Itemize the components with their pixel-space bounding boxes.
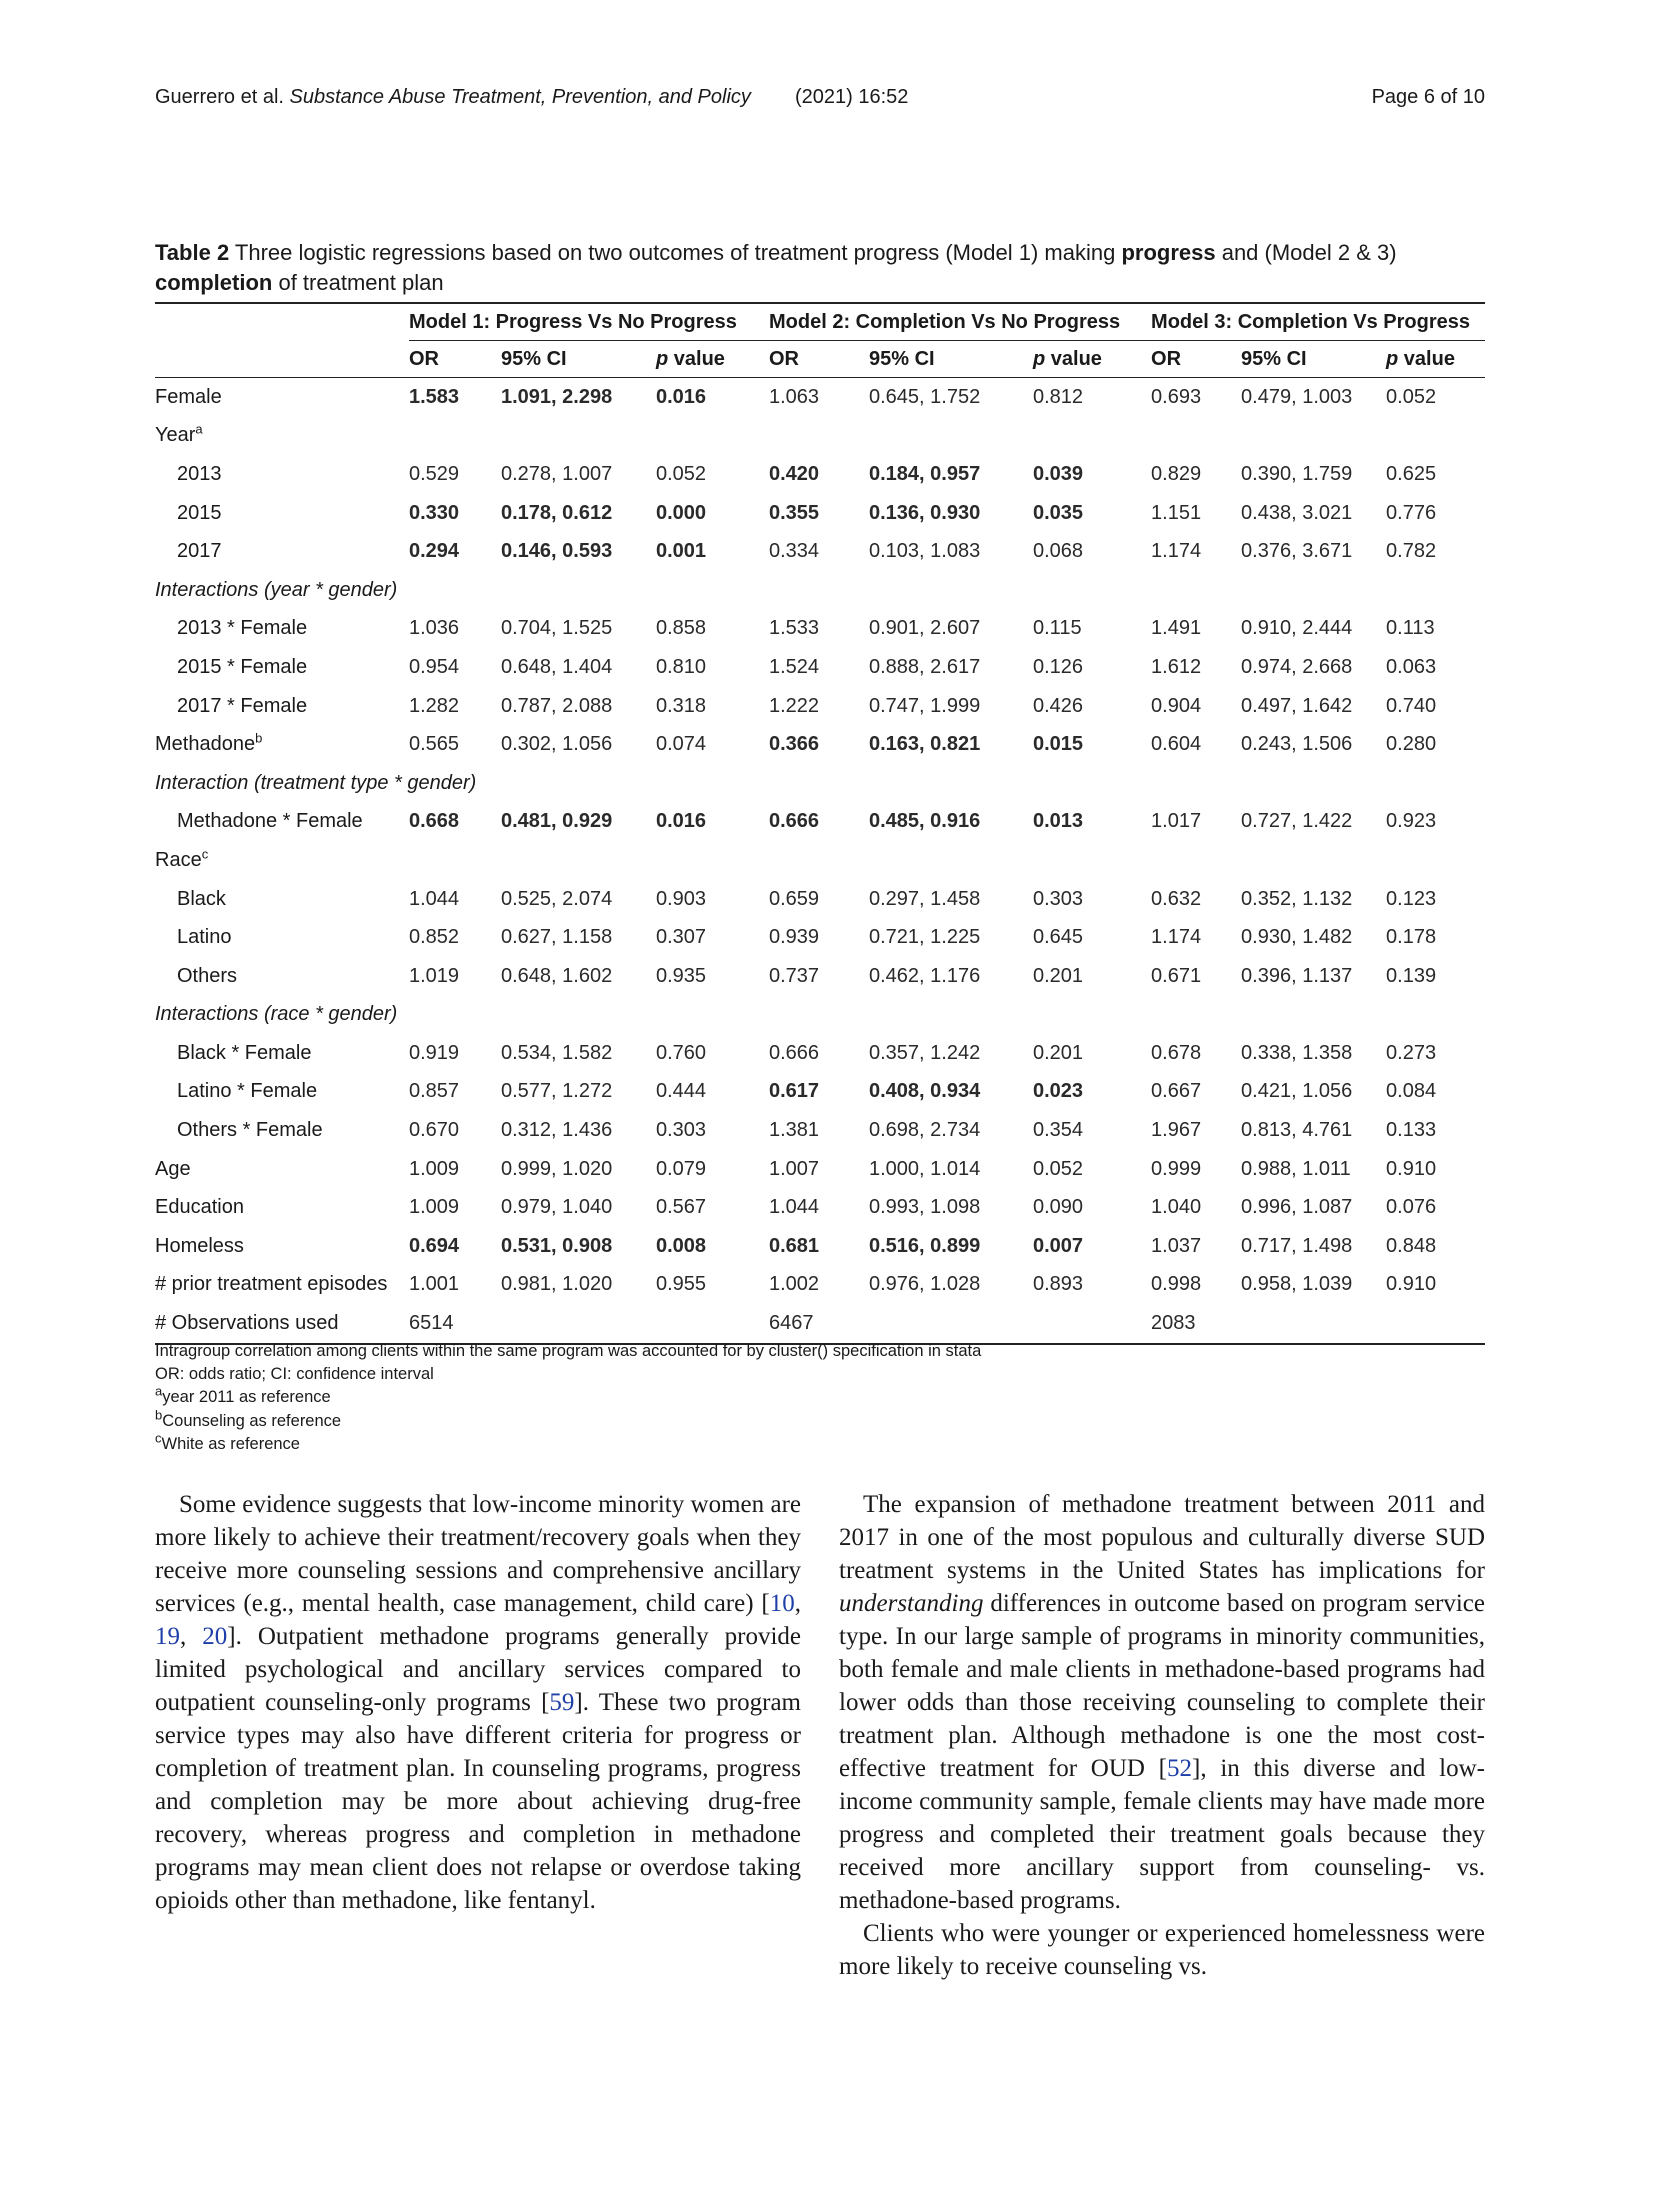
table-cell: 0.113 [1386, 617, 1435, 640]
table-cell [869, 1304, 1033, 1344]
m3-p-header: p value [1386, 341, 1485, 378]
table-cell: 0.782 [1386, 540, 1437, 563]
table-cell: 0.354 [1033, 1119, 1084, 1142]
row-label: Latino * Female [177, 1080, 318, 1103]
table-cell: 0.717, 1.498 [1241, 1234, 1353, 1257]
table-cell: 1.583 [409, 385, 460, 408]
table-cell [409, 841, 501, 880]
table-cell: 0.201 [1033, 964, 1084, 987]
header-page-number: Page 6 of 10 [1371, 86, 1485, 108]
footnote-cluster: Intragroup correlation among clients within the same program was accounted for by cluster() specification in stata [155, 1342, 982, 1360]
table-row [155, 610, 1485, 649]
table-row [155, 841, 1485, 880]
table-cell: 0.727, 1.422 [1241, 810, 1353, 833]
table-cell [769, 417, 869, 456]
table-row [155, 648, 1485, 687]
table-cell: 0.485, 0.916 [869, 810, 981, 833]
table-cell: 0.810 [656, 655, 707, 678]
footnote-a: $^a$year 2011 as reference [155, 1383, 331, 1407]
row-label: # Observations used [155, 1304, 409, 1344]
table-cell: 0.852 [409, 926, 460, 949]
table-cell: 0.988, 1.011 [1241, 1157, 1351, 1180]
table-cell: 1.491 [1151, 617, 1202, 640]
table-row [155, 1150, 1485, 1189]
table-cell: 0.278, 1.007 [501, 462, 613, 485]
table-row [155, 455, 1485, 494]
table-cell: 0.776 [1386, 501, 1437, 524]
caption-text-3: of treatment plan [272, 270, 444, 295]
table-cell: 0.993, 1.098 [869, 1196, 981, 1219]
table-cell: 0.666 [769, 1041, 820, 1064]
table-cell: 0.318 [656, 694, 707, 717]
table-cell: 0.981, 1.020 [501, 1273, 613, 1296]
table-cell [1386, 1304, 1485, 1344]
table-cell: 0.334 [769, 540, 820, 563]
table-cell: 0.178, 0.612 [501, 501, 613, 524]
table-cell: 0.525, 2.074 [501, 887, 613, 910]
row-label: 2017 [177, 540, 222, 563]
table-cell: 0.976, 1.028 [869, 1273, 981, 1296]
row-label: Interaction (treatment type * gender) [155, 771, 477, 794]
table-cell: 0.999, 1.020 [501, 1157, 613, 1180]
footnote-b: $^b$Counseling as reference [155, 1407, 342, 1430]
table-cell: 0.016 [656, 810, 707, 833]
header-citation [155, 86, 751, 109]
table-cell: 1.222 [769, 694, 820, 717]
header-journal: Substance Abuse Treatment, Prevention, and Policy [289, 86, 751, 108]
table-cell: 1.001 [409, 1273, 460, 1296]
table-cell: 0.955 [656, 1273, 707, 1296]
table-row [155, 996, 1485, 1035]
table-cell: 0.529 [409, 462, 460, 485]
table-cell [1033, 1304, 1151, 1344]
table-cell: 6467 [769, 1304, 869, 1344]
table-cell: 1.002 [769, 1273, 820, 1296]
table-cell: 1.533 [769, 617, 820, 640]
row-label: Latino [177, 926, 232, 949]
table-cell: 0.294 [409, 540, 460, 563]
table-cell: 0.084 [1386, 1080, 1437, 1103]
table-cell: 0.008 [656, 1234, 707, 1257]
table-cell: 0.979, 1.040 [501, 1196, 613, 1219]
table-caption [155, 238, 1485, 298]
table-cell [501, 1304, 656, 1344]
table-cell [1386, 417, 1485, 456]
table-cell: 0.627, 1.158 [501, 926, 613, 949]
table-cell: 0.123 [1386, 887, 1437, 910]
right-paragraph-1: The expansion of methadone treatment between 2011 and 2017 in one of the most populous and culturally diverse SUD treatment systems in the United States has implications for understanding differences in outcome based on program service type. In our large sample of programs in minority communities, both female and male clients in methadone-based programs had lower odds than those receiving counseling to complete their treatment plan. Although methadone is one the most cost-effective treatment for OUD [52], in this diverse and low-income community sample, female clients may have made more progress and completed their treatment goals because they received more ancillary support from counseling- vs. methadone-based programs. [839, 1491, 1485, 1914]
table-cell [869, 841, 1033, 880]
table-cell: 1.009 [409, 1157, 460, 1180]
row-label: 2013 [177, 462, 222, 485]
table-cell: 1.044 [409, 887, 460, 910]
m1-p-header: p value [656, 341, 769, 378]
table-cell: 0.303 [656, 1119, 707, 1142]
header-authors: Guerrero et al. [155, 86, 284, 108]
table-cell: 0.954 [409, 655, 460, 678]
table-cell: 0.910 [1386, 1157, 1437, 1180]
table-cell: 0.901, 2.607 [869, 617, 981, 640]
table-row [155, 1304, 1485, 1344]
table-cell [1241, 417, 1386, 456]
table-cell: 0.139 [1386, 964, 1437, 987]
table-cell: 0.698, 2.734 [869, 1119, 981, 1142]
model-3-header: Model 3: Completion Vs Progress [1151, 303, 1485, 341]
table-cell [769, 841, 869, 880]
table-cell [869, 417, 1033, 456]
model-header-row [155, 303, 1485, 341]
row-label: 2017 * Female [177, 694, 308, 717]
m2-p-header: p value [1033, 341, 1151, 378]
table-row [155, 1266, 1485, 1305]
table-cell: 1.037 [1151, 1234, 1202, 1257]
left-paragraph-1: Some evidence suggests that low-income minority women are more likely to achieve their treatment/recovery goals when they receive more counseling sessions and comprehensive ancillary services (e.g., mental health, case management, child care) [10, 19, 20]. Outpatient methadone programs generally provide limited psychological and ancillary services compared to outpatient counseling-only programs [59]. These two program service types may also have different criteria for progress or completion of treatment plan. In counseling programs, progress and completion may be more about achieving drug-free recovery, whereas progress and completion in methadone programs may mean client does not relapse or overdose taking opioids other than methadone, like fentanyl. [155, 1491, 802, 1914]
table-cell [1151, 841, 1241, 880]
table-cell [1033, 417, 1151, 456]
row-label: 2015 [177, 501, 222, 524]
table-cell: 1.040 [1151, 1196, 1202, 1219]
table-cell: 0.297, 1.458 [869, 887, 981, 910]
table-cell: 0.079 [656, 1157, 707, 1180]
table-cell: 0.617 [769, 1080, 820, 1103]
table-cell: 0.355 [769, 501, 820, 524]
header-empty-cell [155, 303, 409, 341]
reference-link-10[interactable]: 10 [769, 1590, 795, 1617]
row-label: Black [177, 887, 226, 910]
table-cell: 0.567 [656, 1196, 707, 1219]
table-row [155, 880, 1485, 919]
table-row [155, 1188, 1485, 1227]
table-cell: 0.063 [1386, 655, 1437, 678]
model-1-header: Model 1: Progress Vs No Progress [409, 303, 769, 341]
table-cell: 0.671 [1151, 964, 1202, 987]
m1-or-header: OR [409, 341, 501, 378]
table-cell: 0.001 [656, 540, 707, 563]
table-cell: 0.126 [1033, 655, 1084, 678]
table-cell: 0.565 [409, 733, 460, 756]
table-cell: 0.974, 2.668 [1241, 655, 1353, 678]
table-cell: 0.747, 1.999 [869, 694, 981, 717]
table-cell: 0.667 [1151, 1080, 1202, 1103]
table-cell: 0.694 [409, 1234, 460, 1257]
table-cell: 0.693 [1151, 385, 1202, 408]
table-cell: 0.645 [1033, 926, 1084, 949]
table-cell [1241, 841, 1386, 880]
table-cell: 0.273 [1386, 1041, 1437, 1064]
table-cell: 0.632 [1151, 887, 1202, 910]
table-cell: 0.421, 1.056 [1241, 1080, 1353, 1103]
table-cell: 0.645, 1.752 [869, 385, 981, 408]
table-cell: 1.009 [409, 1196, 460, 1219]
reference-link-52[interactable]: 52 [1167, 1755, 1192, 1782]
table-cell: 0.848 [1386, 1234, 1437, 1257]
table-cell: 0.366 [769, 733, 820, 756]
table-body [155, 378, 1485, 1344]
table-cell: 0.338, 1.358 [1241, 1041, 1353, 1064]
table-cell: 0.704, 1.525 [501, 617, 613, 640]
table-cell: 0.648, 1.602 [501, 964, 613, 987]
table-cell: 0.812 [1033, 385, 1084, 408]
table-cell: 0.930, 1.482 [1241, 926, 1353, 949]
table-cell: 1.174 [1151, 926, 1202, 949]
table-cell: 0.201 [1033, 1041, 1084, 1064]
table-cell: 0.721, 1.225 [869, 926, 981, 949]
table-cell: 0.396, 1.137 [1241, 964, 1353, 987]
caption-text-1: Three logistic regressions based on two outcomes of treatment progress (Model 1) making [229, 240, 1122, 265]
table-cell: 0.303 [1033, 887, 1084, 910]
table-cell: 1.007 [769, 1157, 820, 1180]
table-cell: 0.531, 0.908 [501, 1234, 613, 1257]
table-cell: 0.919 [409, 1041, 460, 1064]
table-cell [501, 841, 656, 880]
table-cell: 0.438, 3.021 [1241, 501, 1353, 524]
table-cell: 0.090 [1033, 1196, 1084, 1219]
table-cell: 6514 [409, 1304, 501, 1344]
table-cell: 0.039 [1033, 462, 1084, 485]
table-cell: 0.462, 1.176 [869, 964, 981, 987]
table-row [155, 725, 1485, 764]
table-cell: 0.015 [1033, 733, 1084, 756]
table-cell [656, 841, 769, 880]
row-label: 2013 * Female [177, 617, 308, 640]
row-label: 2015 * Female [177, 655, 308, 678]
caption-text-2: and (Model 2 & 3) [1215, 240, 1397, 265]
table-cell: 0.312, 1.436 [501, 1119, 613, 1142]
table-cell: 0.307 [656, 926, 707, 949]
table-cell: 0.958, 1.039 [1241, 1273, 1353, 1296]
table-cell: 0.052 [656, 462, 707, 485]
reference-link-59[interactable]: 59 [549, 1689, 575, 1716]
table-cell: 0.068 [1033, 540, 1084, 563]
table-cell: 0.103, 1.083 [869, 540, 981, 563]
m2-ci-header: 95% CI [869, 341, 1033, 378]
subheader-row [155, 341, 1485, 378]
table-cell: 0.035 [1033, 501, 1084, 524]
table-cell: 0.740 [1386, 694, 1437, 717]
table-cell: 0.910 [1386, 1273, 1437, 1296]
right-paragraph-2: Clients who were younger or experienced homelessness were more likely to receive counseling vs. [839, 1920, 1485, 1980]
table-cell: 1.967 [1151, 1119, 1202, 1142]
table-cell: 0.000 [656, 501, 707, 524]
table-cell: 1.174 [1151, 540, 1202, 563]
table-cell: 0.670 [409, 1119, 460, 1142]
table-cell: 1.044 [769, 1196, 820, 1219]
table-label: Table 2 [155, 240, 230, 265]
table-cell: 0.074 [656, 733, 707, 756]
m3-ci-header: 95% CI [1241, 341, 1386, 378]
table-cell: 0.787, 2.088 [501, 694, 613, 717]
table-cell: 0.420 [769, 462, 820, 485]
table-row [155, 494, 1485, 533]
table-cell: 0.668 [409, 810, 460, 833]
row-label: Year$^a$ [155, 421, 203, 447]
table-cell: 0.007 [1033, 1234, 1084, 1257]
table-cell: 0.163, 0.821 [869, 733, 981, 756]
table-cell: 1.612 [1151, 655, 1202, 678]
table-cell: 0.146, 0.593 [501, 540, 613, 563]
regression-table [155, 302, 1485, 1345]
running-header [155, 86, 1485, 118]
table-cell: 0.681 [769, 1234, 820, 1257]
table-row [155, 378, 1485, 417]
table-cell: 0.076 [1386, 1196, 1437, 1219]
table-row [155, 764, 1485, 803]
row-label: Age [155, 1157, 191, 1180]
table-cell: 1.091, 2.298 [501, 385, 613, 408]
table-cell [656, 417, 769, 456]
table-cell: 0.330 [409, 501, 460, 524]
table-cell: 0.479, 1.003 [1241, 385, 1353, 408]
row-label: # prior treatment episodes [155, 1273, 388, 1296]
table-cell: 1.063 [769, 385, 820, 408]
row-label: Education [155, 1196, 244, 1219]
table-cell: 1.524 [769, 655, 820, 678]
m1-ci-header: 95% CI [501, 341, 656, 378]
reference-link-19[interactable]: 19 [155, 1623, 180, 1650]
table-cell [1386, 841, 1485, 880]
table-cell: 1.381 [769, 1119, 820, 1142]
row-label: Black * Female [177, 1041, 312, 1064]
subheader-empty-cell [155, 341, 409, 378]
table-cell: 0.497, 1.642 [1241, 694, 1353, 717]
row-label: Interactions (year * gender) [155, 578, 398, 601]
table-cell: 0.625 [1386, 462, 1437, 485]
row-label: Methadone * Female [177, 810, 363, 833]
table-cell: 0.052 [1033, 1157, 1084, 1180]
table-cell: 0.829 [1151, 462, 1202, 485]
table-cell [501, 417, 656, 456]
table-cell: 1.282 [409, 694, 460, 717]
table-cell: 0.813, 4.761 [1241, 1119, 1353, 1142]
table-cell: 0.426 [1033, 694, 1084, 717]
caption-bold-completion: completion [155, 270, 273, 295]
table-footnotes [155, 1340, 1485, 1456]
table-cell: 0.923 [1386, 810, 1437, 833]
table-cell: 0.016 [656, 385, 707, 408]
model-2-header: Model 2: Completion Vs No Progress [769, 303, 1151, 341]
table-cell: 0.893 [1033, 1273, 1084, 1296]
table-cell: 0.666 [769, 810, 820, 833]
table-cell: 1.036 [409, 617, 460, 640]
footnote-c: $^c$White as reference [155, 1430, 300, 1453]
table-cell: 0.376, 3.671 [1241, 540, 1353, 563]
row-label: Race$^c$ [155, 846, 209, 871]
row-label: Others * Female [177, 1119, 323, 1142]
table-cell: 0.115 [1033, 617, 1082, 640]
table-cell: 0.408, 0.934 [869, 1080, 981, 1103]
table-row [155, 1227, 1485, 1266]
m3-or-header: OR [1151, 341, 1241, 378]
table-row [155, 918, 1485, 957]
table-cell [1033, 841, 1151, 880]
table-cell: 0.903 [656, 887, 707, 910]
table-cell: 0.178 [1386, 926, 1437, 949]
table-cell: 0.352, 1.132 [1241, 887, 1353, 910]
table-cell: 1.000, 1.014 [869, 1157, 981, 1180]
table-row [155, 1073, 1485, 1112]
row-label: Female [155, 385, 222, 408]
table-row [155, 957, 1485, 996]
table-row [155, 571, 1485, 610]
table-cell: 0.023 [1033, 1080, 1084, 1103]
table-cell: 0.996, 1.087 [1241, 1196, 1353, 1219]
m2-or-header: OR [769, 341, 869, 378]
table-cell: 0.648, 1.404 [501, 655, 613, 678]
table-cell: 0.133 [1386, 1119, 1437, 1142]
table-cell [409, 417, 501, 456]
table-row [155, 1111, 1485, 1150]
table-row [155, 1034, 1485, 1073]
table-cell: 0.678 [1151, 1041, 1202, 1064]
row-label: Others [177, 964, 238, 987]
footnote-abbreviations: OR: odds ratio; CI: confidence interval [155, 1365, 434, 1384]
table-cell: 0.302, 1.056 [501, 733, 613, 756]
table-cell: 0.357, 1.242 [869, 1041, 981, 1064]
table-cell: 0.534, 1.582 [501, 1041, 613, 1064]
table-cell: 0.857 [409, 1080, 460, 1103]
table-cell: 1.019 [409, 964, 460, 987]
row-label: Interactions (race * gender) [155, 1003, 398, 1026]
caption-bold-progress: progress [1121, 240, 1216, 265]
table-cell: 0.760 [656, 1041, 707, 1064]
table-cell [1151, 417, 1241, 456]
table-cell: 0.604 [1151, 733, 1202, 756]
table-cell: 0.280 [1386, 733, 1437, 756]
table-row [155, 417, 1485, 456]
table-cell: 0.737 [769, 964, 820, 987]
body-column-right [839, 1488, 1485, 1983]
table-cell: 0.184, 0.957 [869, 462, 981, 485]
table-row [155, 532, 1485, 571]
table-cell: 0.999 [1151, 1157, 1202, 1180]
table-cell: 0.390, 1.759 [1241, 462, 1353, 485]
table-row [155, 687, 1485, 726]
table-cell: 0.939 [769, 926, 820, 949]
table-cell: 0.481, 0.929 [501, 810, 613, 833]
row-label: Methadone$^b$ [155, 730, 263, 756]
table-cell: 1.151 [1151, 501, 1202, 524]
reference-link-20[interactable]: 20 [202, 1623, 228, 1650]
table-row [155, 803, 1485, 842]
table-cell: 0.136, 0.930 [869, 501, 981, 524]
row-label: Homeless [155, 1234, 244, 1257]
table-cell: 2083 [1151, 1304, 1241, 1344]
table-cell [656, 1304, 769, 1344]
table-cell: 0.910, 2.444 [1241, 617, 1353, 640]
table-cell: 0.858 [656, 617, 707, 640]
table-cell: 0.659 [769, 887, 820, 910]
body-column-left [155, 1488, 801, 1917]
table-cell: 0.935 [656, 964, 707, 987]
table-cell [1241, 1304, 1386, 1344]
table-cell: 0.516, 0.899 [869, 1234, 981, 1257]
table-cell: 0.052 [1386, 385, 1437, 408]
table-cell: 0.444 [656, 1080, 707, 1103]
table-cell: 0.243, 1.506 [1241, 733, 1353, 756]
header-volume: (2021) 16:52 [795, 86, 909, 108]
table-cell: 1.017 [1151, 810, 1202, 833]
table-cell: 0.577, 1.272 [501, 1080, 613, 1103]
table-cell: 0.998 [1151, 1273, 1202, 1296]
table-cell: 0.888, 2.617 [869, 655, 981, 678]
table-cell: 0.013 [1033, 810, 1084, 833]
table-cell: 0.904 [1151, 694, 1202, 717]
